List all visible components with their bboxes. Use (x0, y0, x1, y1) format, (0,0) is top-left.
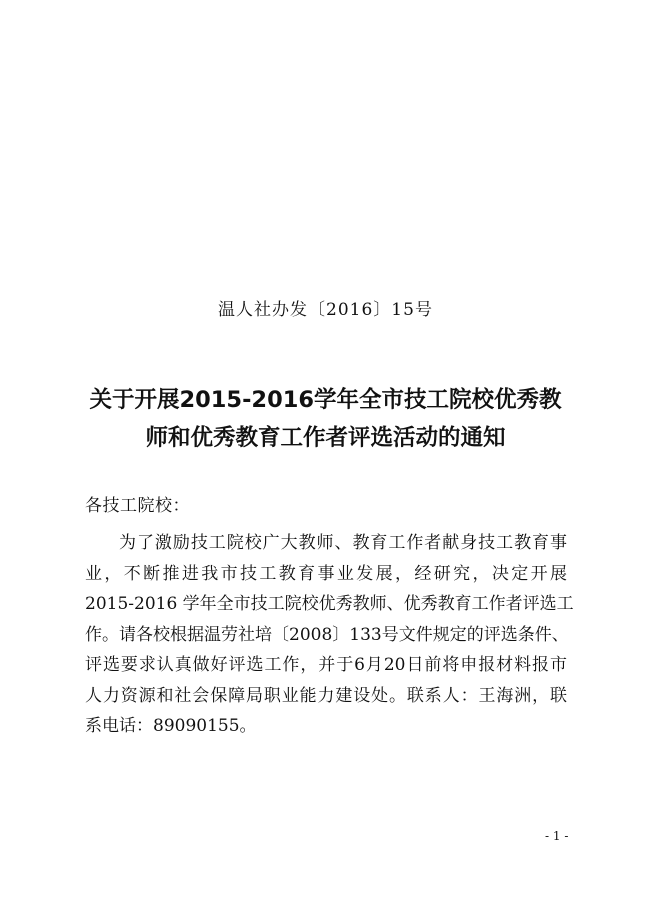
body-line-4: 作。请各校根据温劳社培〔2008〕133号文件规定的评选条件、 (85, 624, 569, 645)
salutation: 各技工院校： (85, 496, 190, 516)
body-paragraph (85, 528, 574, 742)
body-line-3: 2015-2016 学年全市技工院校优秀教师、优秀教育工作者评选工 (85, 594, 574, 614)
title-line-1: 关于开展2015-2016学年全市技工院校优秀教 (89, 387, 562, 413)
body-line-6: 人力资源和社会保障局职业能力建设处。联系人：王海洲，联 (85, 685, 567, 706)
page-number: - 1 - (545, 829, 569, 843)
body-line-5: 评选要求认真做好评选工作，并于6月20日前将申报材料报市 (85, 655, 567, 675)
document-title (60, 381, 591, 457)
document-number: 温人社办发〔2016〕15号 (218, 300, 433, 320)
title-line-2: 师和优秀教育工作者评选活动的通知 (145, 425, 506, 451)
body-line-1: 为了激励技工院校广大教师、教育工作者献身技工教育事 (119, 533, 567, 553)
body-line-2: 业，不断推进我市技工教育事业发展，经研究，决定开展 (85, 563, 567, 584)
body-line-7: 系电话：89090155。 (85, 716, 257, 736)
